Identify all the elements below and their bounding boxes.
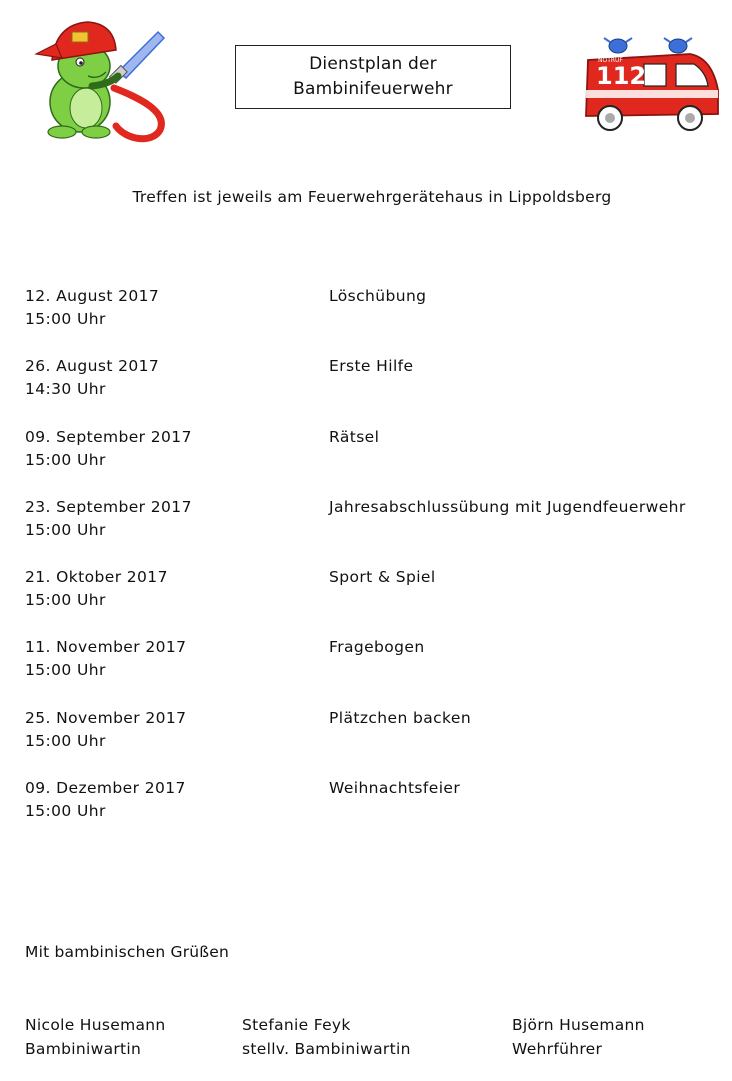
closing-greeting: Mit bambinischen Grüßen — [25, 943, 230, 961]
page-title-line2: Bambinifeuerwehr — [293, 79, 453, 99]
schedule-entry — [25, 428, 725, 498]
entry-time: 15:00 Uhr — [25, 802, 106, 821]
entry-topic: Löschübung — [329, 287, 427, 305]
entry-date: 23. September 2017 — [25, 497, 192, 516]
entry-date: 09. Dezember 2017 — [25, 779, 186, 798]
signature-role: stellv. Bambiniwartin — [242, 1040, 411, 1058]
entry-date: 12. August 2017 — [25, 287, 160, 305]
entry-date: 11. November 2017 — [25, 638, 187, 657]
schedule-entry — [25, 287, 725, 357]
entry-topic: Weihnachtsfeier — [329, 779, 461, 798]
signature-block — [25, 1013, 166, 1061]
entry-time: 15:00 Uhr — [25, 310, 106, 328]
entry-date: 26. August 2017 — [25, 357, 160, 376]
entry-time: 14:30 Uhr — [25, 380, 106, 399]
schedule-entry — [25, 498, 725, 568]
schedule-entry — [25, 638, 725, 708]
entry-time: 15:00 Uhr — [25, 731, 106, 750]
entry-topic: Plätzchen backen — [329, 708, 472, 727]
truck-112-label: 112 — [596, 62, 647, 90]
entry-topic: Erste Hilfe — [329, 357, 414, 376]
signature-block — [242, 1013, 411, 1061]
meeting-location-text: Treffen ist jeweils am Feuerwehrgerätehaus in Lippoldsberg — [132, 188, 612, 206]
entry-topic: Fragebogen — [329, 638, 425, 657]
entry-time: 15:00 Uhr — [25, 661, 106, 680]
entry-topic: Jahresabschlussübung mit Jugendfeuerwehr — [329, 497, 686, 516]
schedule-entry — [25, 779, 725, 849]
title-box — [235, 45, 511, 109]
schedule-entry — [25, 709, 725, 779]
entry-date: 21. Oktober 2017 — [25, 568, 168, 587]
entry-time: 15:00 Uhr — [25, 450, 106, 469]
schedule-entry — [25, 568, 725, 638]
fire-truck-112-icon — [582, 30, 724, 138]
signature-name: Nicole Husemann — [25, 1016, 166, 1034]
entry-time: 15:00 Uhr — [25, 520, 106, 539]
signature-block — [512, 1013, 645, 1061]
entry-topic: Rätsel — [329, 427, 380, 446]
entry-date: 25. November 2017 — [25, 708, 187, 727]
signature-name: Björn Husemann — [512, 1016, 645, 1034]
entry-time: 15:00 Uhr — [25, 591, 106, 610]
signature-role: Bambiniwartin — [25, 1040, 142, 1058]
schedule-list — [25, 287, 725, 849]
baby-dragon-firefighter-icon — [22, 14, 172, 146]
schedule-entry — [25, 357, 725, 427]
truck-notruf-label: NOTRUF — [598, 57, 623, 64]
page-title-line1: Dienstplan der — [309, 54, 437, 74]
entry-date: 09. September 2017 — [25, 427, 192, 446]
entry-topic: Sport & Spiel — [329, 568, 436, 587]
signature-name: Stefanie Feyk — [242, 1016, 351, 1034]
signature-role: Wehrführer — [512, 1040, 603, 1058]
